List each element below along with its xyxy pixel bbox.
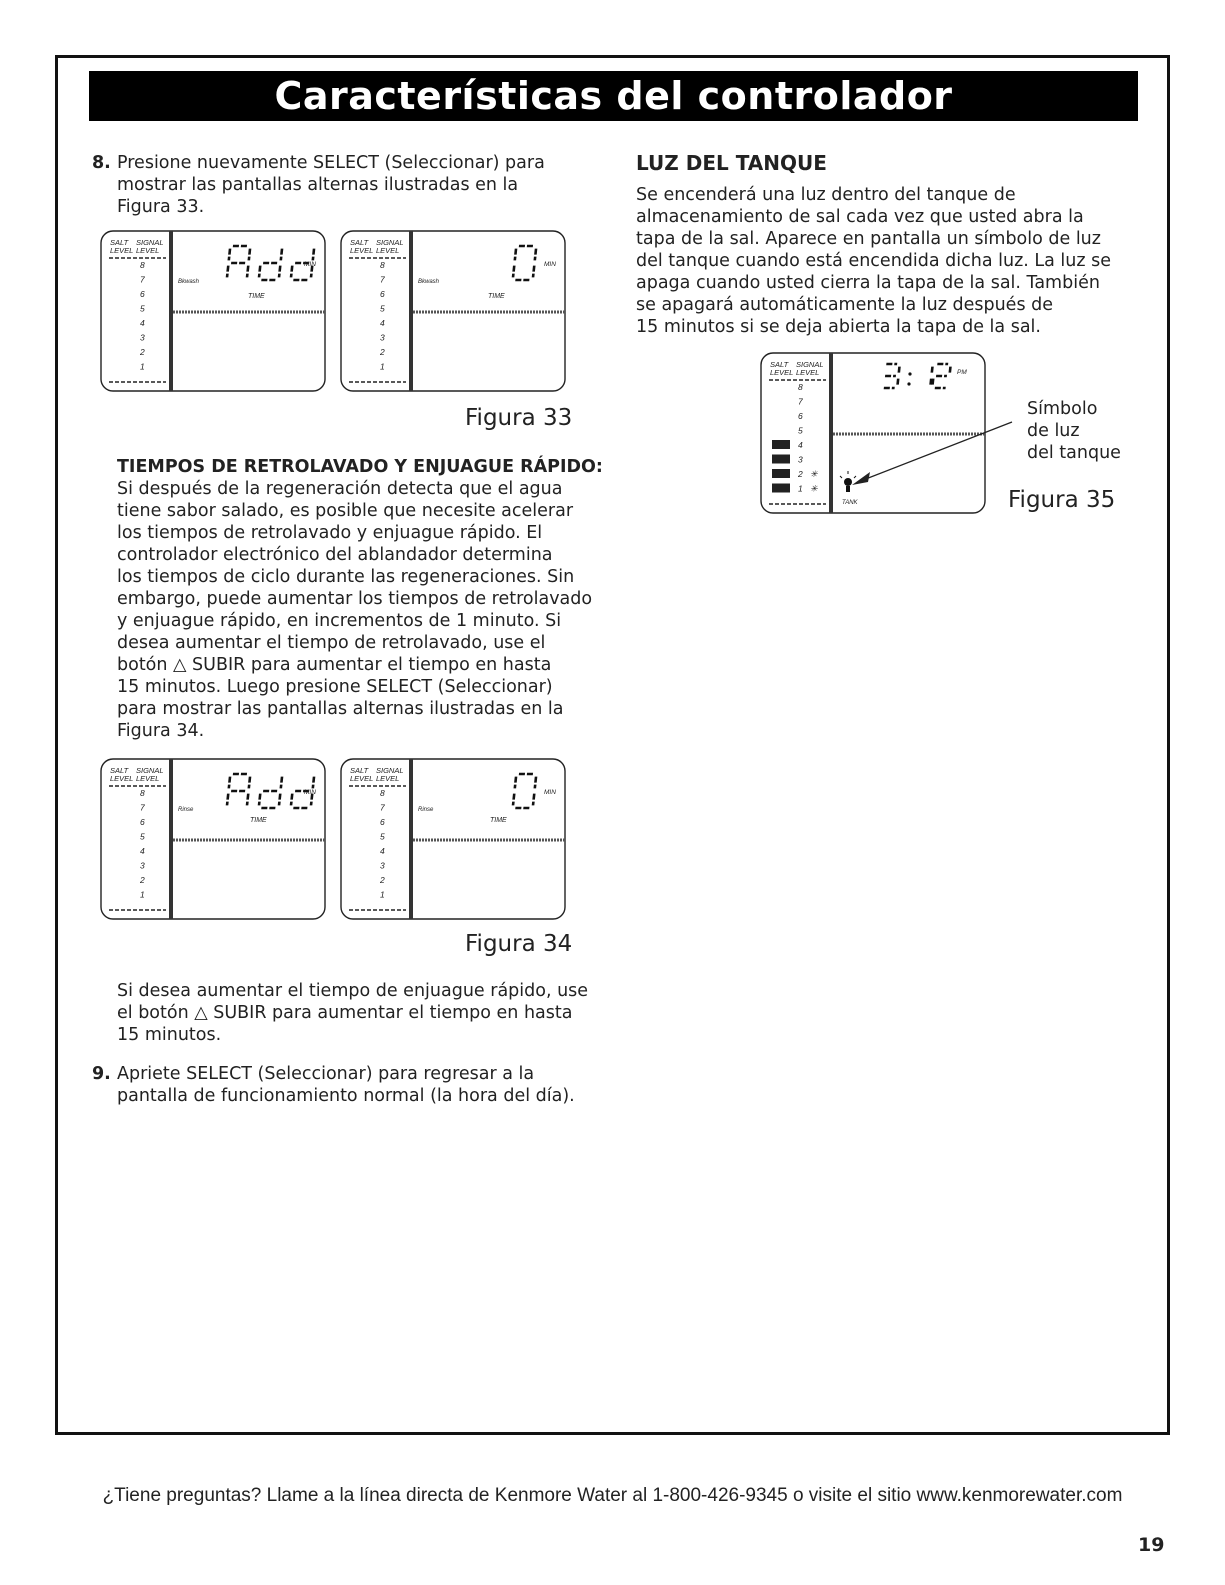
lcd-level-number: 6	[140, 817, 145, 827]
tank-line: 15 minutos si se deja abierta la tapa de la sal.	[636, 317, 1041, 337]
lcd-time-label: TIME	[250, 817, 267, 824]
lcd-divider	[409, 759, 413, 919]
lcd-salt-label: SALT	[110, 238, 129, 247]
lcd-level-number: 2	[140, 347, 145, 357]
lcd-level-label: LEVEL	[770, 368, 794, 377]
lcd-time-label: TIME	[490, 817, 507, 824]
lcd-level-label: LEVEL	[136, 774, 160, 783]
tank-line: se apagará automáticamente la luz después de	[636, 295, 1054, 315]
page-number: 19	[1138, 1534, 1165, 1556]
lcd-level-number: 5	[798, 425, 803, 436]
lcd-level-number: 3	[140, 332, 145, 343]
body-line: los tiempos de ciclo durante las regeneraciones. Sin	[117, 567, 575, 587]
lcd-level-number: 6	[380, 289, 385, 299]
lcd-divider	[409, 231, 413, 391]
lcd-level-number: 6	[380, 817, 385, 827]
page-title: Características del controlador	[89, 71, 1138, 121]
step-8-line: mostrar las pantallas alternas ilustradas en la	[117, 175, 519, 195]
body-line: y enjuague rápido, en incrementos de 1 minuto. Si	[117, 611, 562, 631]
step-9-number: 9.	[92, 1064, 111, 1084]
lcd-salt-bar	[772, 484, 790, 493]
lcd-time-label: TIME	[248, 293, 265, 300]
rinse-line: 15 minutos.	[117, 1025, 222, 1045]
step-8-line: Presione nuevamente SELECT (Seleccionar) para	[117, 153, 545, 173]
lcd-level-number: 6	[798, 411, 803, 421]
lcd-mode-label: Rinse	[178, 807, 194, 813]
body-line: Si después de la regeneración detecta que el agua	[117, 479, 563, 499]
callout-line: Símbolo	[1027, 399, 1098, 419]
tank-line: apaga cuando usted cierra la tapa de la sal. También	[636, 273, 1100, 293]
lcd-level-label: LEVEL	[350, 246, 374, 255]
lcd-level-number: 8	[140, 260, 145, 270]
callout-line: de luz	[1027, 421, 1080, 441]
lcd-colon-dot	[907, 382, 910, 385]
step-9-line: Apriete SELECT (Seleccionar) para regresar a la	[117, 1064, 535, 1084]
lcd-signal-icon: ✳	[810, 483, 818, 494]
tank-line: Se encenderá una luz dentro del tanque de	[636, 185, 1016, 205]
lcd-tank-label: TANK	[842, 500, 858, 506]
lcd-min-label: MIN	[544, 261, 556, 268]
figure-34-caption: Figura 34	[465, 931, 573, 957]
lcd-level-number: 7	[140, 274, 145, 285]
section-heading-backwash-rinse: TIEMPOS DE RETROLAVADO Y ENJUAGUE RÁPIDO:	[117, 457, 603, 477]
lcd-level-number: 5	[140, 303, 145, 314]
tank-line: almacenamiento de sal cada vez que usted abra la	[636, 207, 1084, 227]
lcd-display-fig34-zero	[340, 758, 566, 920]
lcd-divider	[829, 353, 833, 513]
lcd-mode-label: Bkwash	[418, 279, 440, 285]
lcd-level-label: LEVEL	[376, 246, 400, 255]
lcd-level-label: LEVEL	[796, 368, 820, 377]
lcd-level-number: 5	[380, 831, 385, 842]
lcd-level-number: 3	[380, 332, 385, 343]
body-line: embargo, puede aumentar los tiempos de retrolavado	[117, 589, 593, 609]
lcd-salt-label: SALT	[350, 766, 369, 775]
lcd-level-number: 2	[798, 469, 803, 479]
lcd-level-label: LEVEL	[110, 246, 134, 255]
lcd-colon-dot	[908, 372, 911, 375]
lcd-level-number: 1	[380, 889, 385, 900]
callout-line: del tanque	[1027, 443, 1121, 463]
lcd-level-number: 8	[380, 260, 385, 270]
tank-line: del tanque cuando está encendida dicha luz. La luz se	[636, 251, 1112, 271]
step-9-line: pantalla de funcionamiento normal (la hora del día).	[117, 1086, 575, 1106]
lcd-time-label: TIME	[488, 293, 505, 300]
lcd-level-number: 6	[140, 289, 145, 299]
lcd-level-number: 3	[140, 860, 145, 871]
lcd-salt-bar	[772, 469, 790, 478]
lcd-level-number: 8	[140, 788, 145, 798]
lcd-level-number: 2	[380, 347, 385, 357]
lcd-level-number: 5	[140, 831, 145, 842]
lcd-level-number: 1	[798, 483, 803, 494]
lcd-salt-label: SALT	[110, 766, 129, 775]
step-8-number: 8.	[92, 153, 111, 173]
lcd-level-number: 2	[140, 875, 145, 885]
body-line: controlador electrónico del ablandador determina	[117, 545, 553, 565]
lcd-signal-label: SIGNAL	[136, 238, 164, 247]
footer-contact: ¿Tiene preguntas? Llame a la línea directa de Kenmore Water al 1-800-426-9345 o visite el sitio www.kenmorewater.com	[102, 1485, 1123, 1506]
lcd-level-number: 1	[380, 361, 385, 372]
lcd-level-label: LEVEL	[376, 774, 400, 783]
lcd-level-label: LEVEL	[110, 774, 134, 783]
callout-arrow	[840, 400, 1020, 490]
lcd-level-number: 7	[380, 802, 385, 813]
rinse-line: Si desea aumentar el tiempo de enjuague rápido, use	[117, 981, 589, 1001]
lcd-level-number: 4	[140, 846, 145, 856]
rinse-line: el botón △ SUBIR para aumentar el tiempo en hasta	[117, 1003, 573, 1023]
lcd-salt-label: SALT	[350, 238, 369, 247]
body-line: 15 minutos. Luego presione SELECT (Seleccionar)	[117, 677, 553, 697]
body-line: desea aumentar el tiempo de retrolavado, use el	[117, 633, 546, 653]
lcd-level-number: 8	[798, 382, 803, 392]
lcd-level-number: 1	[140, 889, 145, 900]
lcd-level-number: 4	[140, 318, 145, 328]
lcd-level-label: LEVEL	[350, 774, 374, 783]
lcd-signal-label: SIGNAL	[376, 238, 404, 247]
body-line: botón △ SUBIR para aumentar el tiempo en hasta	[117, 655, 552, 675]
lcd-display-fig33-add	[100, 230, 326, 392]
section-heading-tank-light: LUZ DEL TANQUE	[636, 151, 827, 175]
lcd-divider	[169, 231, 173, 391]
figure-33-caption: Figura 33	[465, 405, 573, 431]
lcd-level-number: 4	[380, 846, 385, 856]
lcd-signal-label: SIGNAL	[136, 766, 164, 775]
lcd-level-number: 4	[380, 318, 385, 328]
lcd-level-number: 3	[798, 454, 803, 465]
lcd-level-number: 2	[380, 875, 385, 885]
tank-line: tapa de la sal. Aparece en pantalla un símbolo de luz	[636, 229, 1101, 249]
lcd-display-fig34-add	[100, 758, 326, 920]
lcd-level-number: 7	[380, 274, 385, 285]
lcd-divider	[169, 759, 173, 919]
body-line: Figura 34.	[117, 721, 205, 741]
lcd-salt-bar	[772, 455, 790, 464]
figure-35-caption: Figura 35	[1008, 487, 1116, 513]
lcd-level-number: 7	[140, 802, 145, 813]
lcd-signal-label: SIGNAL	[796, 360, 824, 369]
lcd-level-number: 4	[798, 440, 803, 450]
lcd-min-label: MIN	[304, 261, 316, 268]
lcd-mode-label: Rinse	[418, 807, 434, 813]
lcd-signal-icon: ✳	[810, 469, 818, 479]
lcd-salt-bar	[772, 440, 790, 449]
lcd-display-fig33-zero	[340, 230, 566, 392]
lcd-signal-label: SIGNAL	[376, 766, 404, 775]
lcd-level-number: 8	[380, 788, 385, 798]
lcd-level-label: LEVEL	[136, 246, 160, 255]
body-line: los tiempos de retrolavado y enjuague rápido. El	[117, 523, 543, 543]
lcd-level-number: 3	[380, 860, 385, 871]
lcd-min-label: MIN	[304, 789, 316, 796]
lcd-pm-label: PM	[957, 369, 967, 376]
body-line: para mostrar las pantallas alternas ilustradas en la	[117, 699, 564, 719]
lcd-level-number: 1	[140, 361, 145, 372]
lcd-salt-label: SALT	[770, 360, 789, 369]
lcd-level-number: 5	[380, 303, 385, 314]
lcd-min-label: MIN	[544, 789, 556, 796]
step-8-line: Figura 33.	[117, 197, 205, 217]
lcd-level-number: 7	[798, 396, 803, 407]
body-line: tiene sabor salado, es posible que necesite acelerar	[117, 501, 574, 521]
lcd-mode-label: Bkwash	[178, 279, 200, 285]
